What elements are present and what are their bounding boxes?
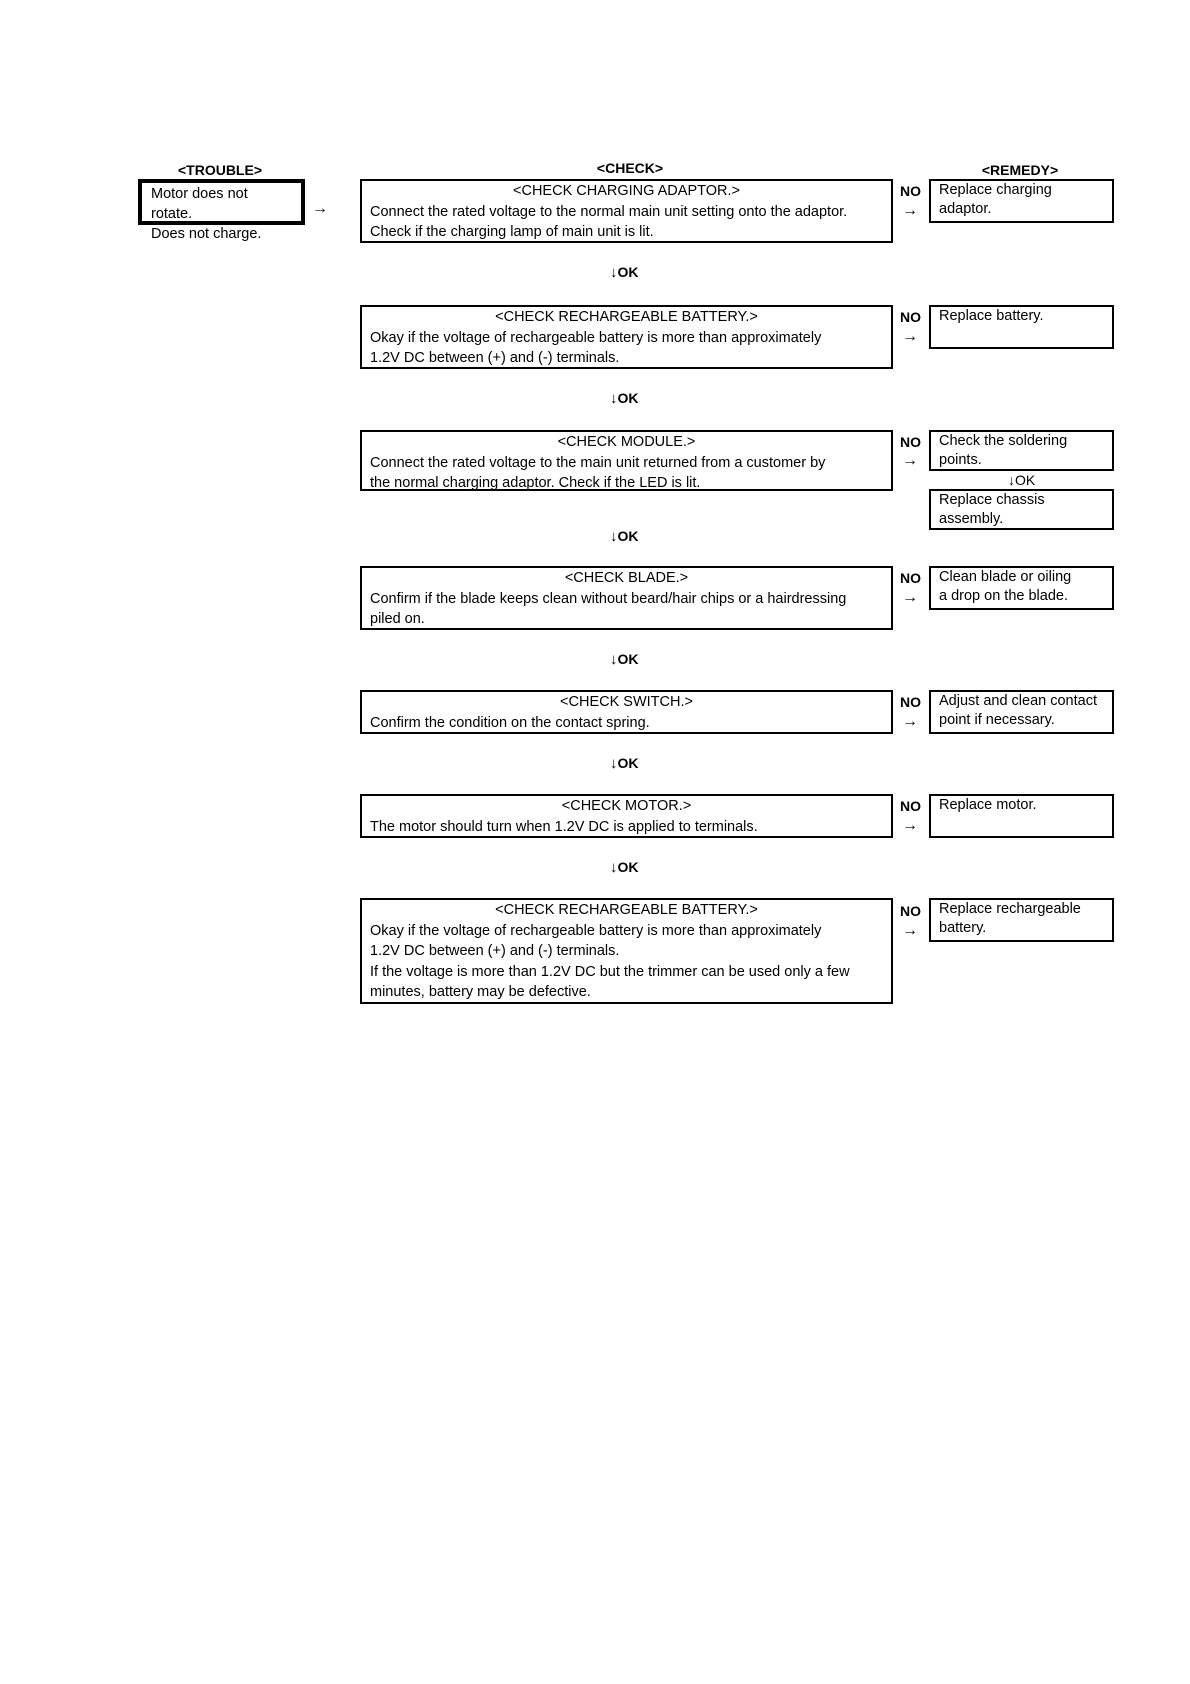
check-box-rechargeable-battery (360, 305, 893, 369)
remedy-line: Replace rechargeable (939, 901, 1081, 917)
remedy-box-soldering (929, 430, 1114, 471)
check-line: The motor should turn when 1.2V DC is applied to terminals. (370, 818, 758, 835)
ok-label: OK (617, 755, 639, 771)
check-title: <CHECK SWITCH.> (560, 694, 693, 710)
no-label: NO (900, 694, 921, 710)
remedy-line: point if necessary. (939, 712, 1055, 728)
check-line: the normal charging adaptor. Check if the LED is lit. (370, 475, 701, 491)
no-label: NO (900, 309, 921, 325)
remedy-box-battery (929, 305, 1114, 349)
arrow-down-icon: ↓ (610, 390, 618, 407)
arrow-down-icon: ↓ (610, 651, 618, 668)
check-line: Connect the rated voltage to the normal main unit setting onto the adaptor. (370, 203, 848, 220)
no-label: NO (900, 798, 921, 814)
trouble-line: Motor does not rotate. (151, 186, 248, 222)
remedy-line: Adjust and clean contact (939, 693, 1097, 709)
check-header: <CHECK> (596, 160, 664, 176)
arrow-right-icon: → (312, 200, 328, 217)
remedy-box-rechargeable-battery (929, 898, 1114, 942)
arrow-right-icon: → (902, 202, 918, 219)
check-box-motor (360, 794, 893, 838)
trouble-box (138, 179, 305, 242)
ok-arrow-small (1008, 472, 1035, 488)
no-label: NO (900, 570, 921, 586)
trouble-line: Does not charge. (151, 226, 262, 242)
ok-arrow (610, 651, 639, 668)
arrow-right-icon: → (902, 328, 918, 345)
ok-arrow (610, 390, 639, 407)
remedy-box-motor (929, 794, 1114, 838)
no-label: NO (900, 183, 921, 199)
remedy-line: Replace charging (939, 182, 1052, 198)
check-line: Check if the charging lamp of main unit is lit. (370, 224, 654, 240)
check-title: <CHECK MOTOR.> (561, 798, 692, 814)
arrow-down-icon: ↓ (1008, 472, 1015, 488)
arrow-right-icon: → (902, 713, 918, 730)
arrow-right-icon: → (902, 589, 918, 606)
remedy-line: adaptor. (939, 201, 992, 217)
arrow-down-icon: ↓ (610, 755, 618, 772)
remedy-box-chassis (929, 489, 1114, 530)
ok-arrow (610, 528, 639, 545)
check-line: 1.2V DC between (+) and (-) terminals. (370, 350, 620, 366)
remedy-box-charging-adaptor (929, 179, 1114, 223)
check-title: <CHECK CHARGING ADAPTOR.> (513, 183, 740, 199)
check-line: Okay if the voltage of rechargeable battery is more than approximately (370, 922, 822, 939)
check-title: <CHECK RECHARGEABLE BATTERY.> (495, 309, 758, 325)
remedy-line: a drop on the blade. (939, 588, 1068, 604)
check-box-charging-adaptor (360, 179, 893, 243)
ok-label: OK (617, 859, 639, 875)
arrow-right-icon: → (902, 817, 918, 834)
check-box-switch (360, 690, 893, 734)
check-line: Confirm the condition on the contact spring. (370, 714, 650, 731)
ok-label: OK (617, 390, 639, 406)
remedy-box-switch (929, 690, 1114, 734)
check-line: piled on. (370, 611, 425, 627)
check-title: <CHECK RECHARGEABLE BATTERY.> (495, 902, 758, 918)
trouble-header: <TROUBLE> (177, 162, 262, 178)
check-title: <CHECK MODULE.> (557, 434, 696, 450)
remedy-line: Check the soldering (939, 433, 1068, 449)
remedy-line: Replace motor. (939, 797, 1037, 813)
arrow-down-icon: ↓ (610, 859, 618, 876)
arrow-right-icon: → (902, 452, 918, 469)
arrow-down-icon: ↓ (610, 264, 618, 281)
remedy-line: Replace battery. (939, 308, 1044, 324)
check-line: 1.2V DC between (+) and (-) terminals. (370, 943, 620, 959)
arrow-right-icon: → (902, 922, 918, 939)
remedy-line: points. (939, 452, 982, 468)
ok-label: OK (617, 651, 639, 667)
ok-label: OK (1015, 472, 1036, 488)
check-line: Okay if the voltage of rechargeable battery is more than approximately (370, 329, 822, 346)
check-box-rechargeable-battery-final (360, 898, 893, 1004)
no-label: NO (900, 434, 921, 450)
ok-arrow (610, 755, 639, 772)
check-line: minutes, battery may be defective. (370, 984, 591, 1000)
remedy-line: Replace chassis (939, 492, 1045, 508)
ok-label: OK (617, 528, 639, 544)
check-line: Connect the rated voltage to the main unit returned from a customer by (370, 454, 826, 471)
ok-arrow (610, 264, 639, 281)
remedy-header: <REMEDY> (981, 162, 1059, 178)
check-line: If the voltage is more than 1.2V DC but the trimmer can be used only a few (370, 963, 850, 980)
remedy-line: Clean blade or oiling (939, 569, 1072, 585)
ok-arrow (610, 859, 639, 876)
remedy-line: assembly. (939, 511, 1004, 527)
ok-label: OK (617, 264, 639, 280)
remedy-line: battery. (939, 920, 987, 936)
check-line: Confirm if the blade keeps clean without beard/hair chips or a hairdressing (370, 590, 847, 607)
no-label: NO (900, 903, 921, 919)
check-title: <CHECK BLADE.> (564, 570, 689, 586)
remedy-box-blade (929, 566, 1114, 610)
arrow-down-icon: ↓ (610, 528, 618, 545)
check-box-module (360, 430, 893, 491)
check-box-blade (360, 566, 893, 630)
